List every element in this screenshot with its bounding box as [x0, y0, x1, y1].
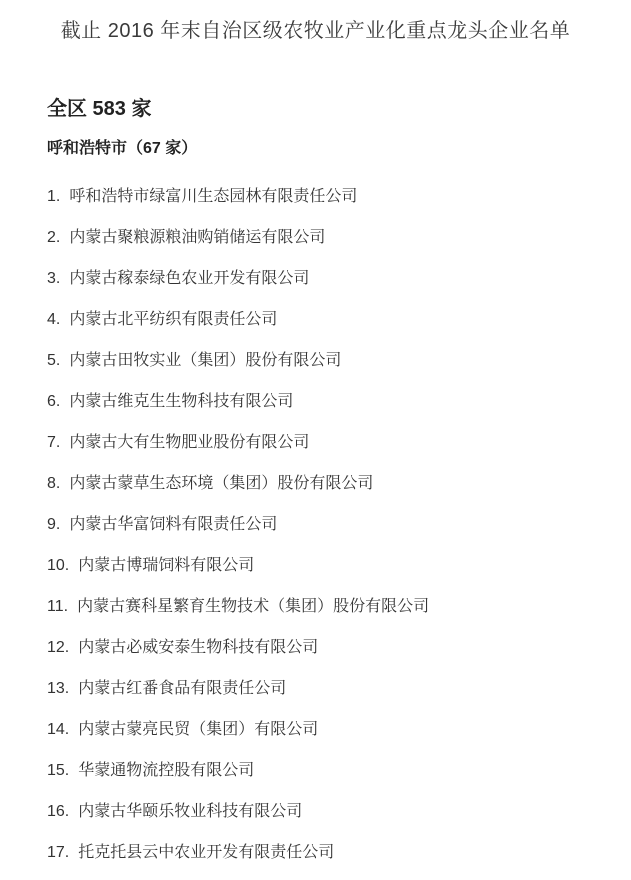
- company-list: [47, 188, 631, 861]
- company-list-item: [47, 721, 631, 738]
- item-number: 15.: [47, 762, 70, 779]
- company-list-item: [47, 844, 631, 861]
- company-name: 内蒙古华颐乐牧业科技有限公司: [78, 803, 303, 820]
- item-number: 13.: [47, 680, 70, 697]
- company-list-item: [47, 762, 631, 779]
- company-name: 内蒙古华富饲料有限责任公司: [69, 516, 278, 533]
- company-list-item: [47, 680, 631, 697]
- item-number: 14.: [47, 721, 70, 738]
- company-list-item: [47, 475, 631, 492]
- item-number: 6.: [47, 393, 61, 410]
- company-list-item: [47, 352, 631, 369]
- region-total-heading: 全区 583 家: [47, 98, 152, 120]
- item-number: 12.: [47, 639, 70, 656]
- company-name: 内蒙古大有生物肥业股份有限公司: [69, 434, 310, 451]
- company-list-item: [47, 557, 631, 574]
- page-title: 截止 2016 年末自治区级农牧业产业化重点龙头企业名单: [60, 20, 571, 42]
- company-list-item: [47, 229, 631, 246]
- company-list-item: [47, 393, 631, 410]
- item-number: 11.: [47, 598, 69, 615]
- item-number: 2.: [47, 229, 61, 246]
- company-name: 华蒙通物流控股有限公司: [78, 762, 255, 779]
- company-list-item: [47, 516, 631, 533]
- company-list-item: [47, 270, 631, 287]
- company-name: 内蒙古聚粮源粮油购销储运有限公司: [69, 229, 326, 246]
- company-name: 呼和浩特市绿富川生态园林有限责任公司: [69, 188, 358, 205]
- company-name: 内蒙古蒙草生态环境（集团）股份有限公司: [69, 475, 374, 492]
- company-name: 内蒙古必威安泰生物科技有限公司: [78, 639, 319, 656]
- item-number: 3.: [47, 270, 61, 287]
- company-name: 内蒙古蒙亮民贸（集团）有限公司: [78, 721, 319, 738]
- item-number: 10.: [47, 557, 70, 574]
- company-list-item: [47, 598, 631, 615]
- item-number: 17.: [47, 844, 70, 861]
- item-number: 5.: [47, 352, 61, 369]
- item-number: 8.: [47, 475, 61, 492]
- company-name: 内蒙古维克生生物科技有限公司: [69, 393, 294, 410]
- company-list-item: [47, 434, 631, 451]
- company-name: 托克托县云中农业开发有限责任公司: [78, 844, 335, 861]
- company-list-item: [47, 311, 631, 328]
- company-name: 内蒙古博瑞饲料有限公司: [78, 557, 255, 574]
- company-list-item: [47, 639, 631, 656]
- item-number: 4.: [47, 311, 61, 328]
- item-number: 7.: [47, 434, 61, 451]
- item-number: 1.: [47, 188, 61, 205]
- company-name: 内蒙古红番食品有限责任公司: [78, 680, 287, 697]
- company-list-item: [47, 188, 631, 205]
- company-name: 内蒙古田牧实业（集团）股份有限公司: [69, 352, 342, 369]
- company-name: 内蒙古北平纺织有限责任公司: [69, 311, 278, 328]
- item-number: 9.: [47, 516, 61, 533]
- city-heading: 呼和浩特市（67 家）: [47, 140, 198, 157]
- company-name: 内蒙古稼泰绿色农业开发有限公司: [69, 270, 310, 287]
- item-number: 16.: [47, 803, 70, 820]
- company-list-item: [47, 803, 631, 820]
- company-name: 内蒙古赛科星繁育生物技术（集团）股份有限公司: [77, 598, 430, 615]
